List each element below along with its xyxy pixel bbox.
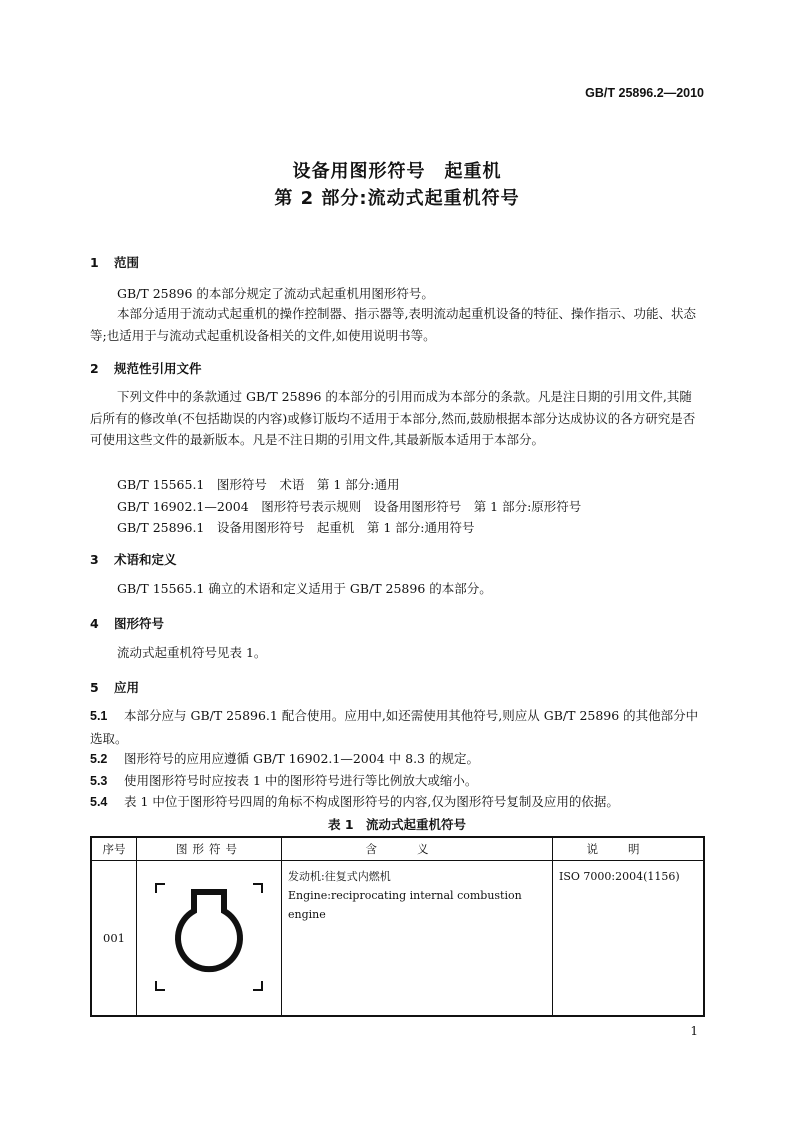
table-row	[91, 861, 704, 1017]
normative-reference-1: GB/T 15565.1 图形符号 术语 第 1 部分:通用	[117, 477, 400, 492]
engine-reciprocating-icon	[149, 877, 269, 997]
clause-text: 图形符号的应用应遵循 GB/T 16902.1—2004 中 8.3 的规定。	[124, 751, 479, 766]
section-4-heading	[90, 614, 164, 632]
clause-5-2	[90, 748, 704, 771]
clause-5-4	[90, 791, 704, 814]
section-title: 图形符号	[114, 616, 165, 631]
section-2-paragraph-1: 下列文件中的条款通过 GB/T 25896 的本部分的引用而成为本部分的条款。凡是注日期的引用文件,其随后所有的修改单(不包括勘误的内容)或修订版均不适用于本部分,然而,鼓励根据本部分达成协议的各方研究是否可使用这些文件的最新版本。凡是不注日期的引用文件,其最新版本适用于本部分。	[90, 389, 696, 447]
section-number: 5	[90, 680, 99, 695]
section-1-paragraph-1: GB/T 25896 的本部分规定了流动式起重机用图形符号。	[117, 286, 434, 301]
clause-text: 本部分应与 GB/T 25896.1 配合使用。应用中,如还需使用其他符号,则应从 GB/T 25896 的其他部分中选取。	[90, 708, 699, 746]
section-3-paragraph-1: GB/T 15565.1 确立的术语和定义适用于 GB/T 25896 的本部分。	[117, 581, 492, 596]
row-symbol-cell	[137, 861, 282, 1017]
document-title-line2: 第 2 部分:流动式起重机符号	[274, 188, 520, 209]
document-title-line1: 设备用图形符号 起重机	[292, 161, 502, 182]
section-number: 3	[90, 552, 99, 567]
section-title: 应用	[114, 680, 140, 695]
normative-reference-3: GB/T 25896.1 设备用图形符号 起重机 第 1 部分:通用符号	[117, 520, 475, 535]
section-3-heading	[90, 550, 177, 568]
section-4-paragraph-1: 流动式起重机符号见表 1。	[117, 645, 267, 660]
clause-text: 使用图形符号时应按表 1 中的图形符号进行等比例放大或缩小。	[124, 773, 478, 788]
standard-code: GB/T 25896.2—2010	[585, 86, 704, 100]
table-caption: 表 1 流动式起重机符号	[327, 817, 467, 832]
symbol-table	[90, 836, 705, 1017]
section-number: 2	[90, 361, 99, 376]
normative-reference-2: GB/T 16902.1—2004 图形符号表示规则 设备用图形符号 第 1 部分:原形符号	[117, 499, 582, 514]
section-5-heading	[90, 678, 139, 696]
section-number: 4	[90, 616, 99, 631]
clause-5-3	[90, 770, 704, 793]
row-meaning-cell	[282, 861, 553, 1017]
row-note-cell: ISO 7000:2004(1156)	[553, 861, 705, 1017]
clause-number: 5.1	[90, 709, 108, 723]
header-meaning: 含义	[282, 837, 553, 861]
clause-number: 5.3	[90, 774, 108, 788]
section-1-paragraph-2: 本部分适用于流动式起重机的操作控制器、指示器等,表明流动起重机设备的特征、操作指示、功能、状态等;也适用于与流动式起重机设备相关的文件,如使用说明书等。	[90, 306, 696, 343]
page-number: 1	[690, 1024, 698, 1038]
section-number: 1	[90, 255, 99, 270]
table-header-row	[91, 837, 704, 861]
section-2-heading	[90, 359, 202, 377]
header-note: 说明	[553, 837, 705, 861]
row-number: 001	[91, 861, 137, 1017]
clause-5-1	[90, 705, 704, 749]
clause-number: 5.2	[90, 752, 108, 766]
section-1-heading	[90, 253, 139, 271]
section-title: 范围	[114, 255, 140, 270]
clause-text: 表 1 中位于图形符号四周的角标不构成图形符号的内容,仅为图形符号复制及应用的依据。	[124, 794, 619, 809]
meaning-chinese: 发动机:往复式内燃机	[288, 870, 391, 883]
meaning-english: Engine:reciprocating internal combustion engine	[288, 889, 522, 921]
header-no: 序号	[91, 837, 137, 861]
clause-number: 5.4	[90, 795, 108, 809]
section-title: 规范性引用文件	[114, 361, 202, 376]
header-symbol: 图形符号	[137, 837, 282, 861]
section-title: 术语和定义	[114, 552, 177, 567]
